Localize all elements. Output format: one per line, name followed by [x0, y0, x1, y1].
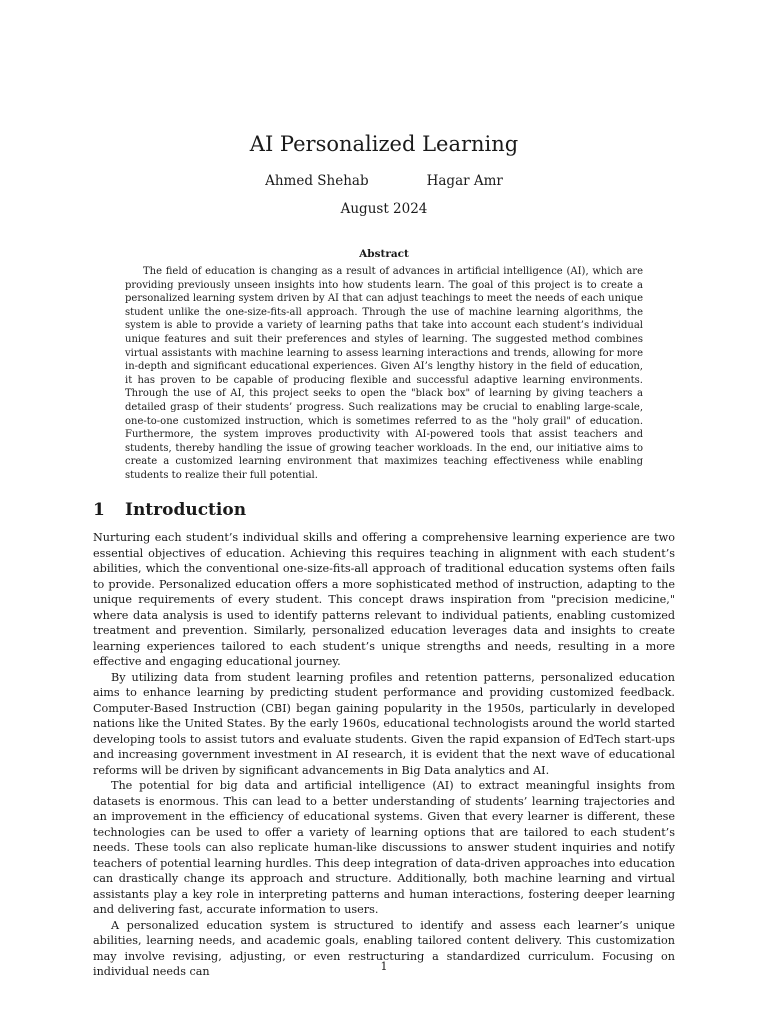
section-title: Introduction — [125, 500, 247, 520]
abstract-heading: Abstract — [359, 248, 409, 260]
body-paragraph: The potential for big data and artificial intelligence (AI) to extract meaningful insights from datasets is enormous. This can lead to a better understanding of students’ learning trajectories and an improvement in the efficiency of educational systems. Given that every learner is different, these technologies can be used to offer a variety of learning options that are tailored to each student’s needs. These tools can also replicate human-like discussions to answer student inquiries and notify teachers of potential learning hurdles. This deep integration of data-driven approaches into education can drastically change its approach and structure. Additionally, both machine learning and virtual assistants play a key role in interpreting patterns and human interactions, fostering deeper learning and delivering fast, accurate information to users. — [93, 779, 675, 916]
body-paragraph: A personalized education system is structured to identify and assess each learner’s unique abilities, learning needs, and academic goals, enabling tailored content delivery. This customization may involve revising, adjusting, or even restructuring a standardized curriculum. Focusing on individual needs can — [93, 918, 675, 978]
section-number: 1 — [93, 500, 105, 520]
body-paragraph: Nurturing each student’s individual skills and offering a comprehensive learning experience are two essential objectives of education. Achieving this requires teaching in alignment with each student’s abilities, which the conventional one-size-fits-all approach of traditional education systems often fails to provide. Personalized education offers a more sophisticated method of instruction, adapting to the unique requirements of every student. This concept draws inspiration from "precision medicine," where data analysis is used to identify patterns relevant to individual patients, enabling customized treatment and prevention. Similarly, personalized education leverages data and insights to create learning experiences tailored to each student’s unique strengths and needs, resulting in a more effective and engaging educational journey. — [93, 531, 675, 668]
section-body — [93, 530, 675, 980]
paper-date: August 2024 — [340, 201, 428, 217]
author-name: Hagar Amr — [426, 173, 503, 189]
body-paragraph: By utilizing data from student learning profiles and retention patterns, personalized education aims to enhance learning by predicting student performance and providing customized feedback. Computer-Based Instruction (CBI) began gaining popularity in the 1950s, particularly in developed nations like the United States. By the early 1960s, educational technologists around the world started developing tools to assist tutors and evaluate students. Given the rapid expansion of EdTech start-ups and increasing government investment in AI research, it is evident that the next wave of educational reforms will be driven by significant advancements in Big Data analytics and AI. — [93, 670, 675, 777]
author-name: Ahmed Shehab — [265, 173, 369, 189]
section-heading — [93, 498, 246, 522]
abstract-text: The field of education is changing as a result of advances in artificial intelligence (AI), which are providing previously unseen insights into how students learn. The goal of this project is to create a personalized learning system driven by AI that can adjust teachings to meet the needs of each unique student unlike the one-size-fits-all approach. Through the use of machine learning algorithms, the system is able to provide a variety of learning paths that take into account each student’s individual unique features and suit their preferences and styles of learning. The suggested method combines virtual assistants with machine learning to assess learning interactions and trends, allowing for more in-depth and significant educational experiences. Given AI’s lengthy history in the field of education, it has proven to be capable of producing flexible and successful adaptive learning environments. Through the use of AI, this project seeks to open the "black box" of learning by giving teachers a detailed grasp of their students’ progress. Such realizations may be crucial to enabling large-scale, one-to-one customized instruction, which is sometimes referred to as the "holy grail" of education. Furthermore, the system improves productivity with AI-powered tools that assist teachers and students, thereby handling the issue of growing teacher workloads. In the end, our initiative aims to create a customized learning environment that maximizes teaching effectiveness while enabling students to realize their full potential. — [125, 266, 643, 481]
page-number: 1 — [380, 960, 388, 973]
paper-title: AI Personalized Learning — [249, 132, 519, 156]
author-list — [0, 172, 768, 190]
